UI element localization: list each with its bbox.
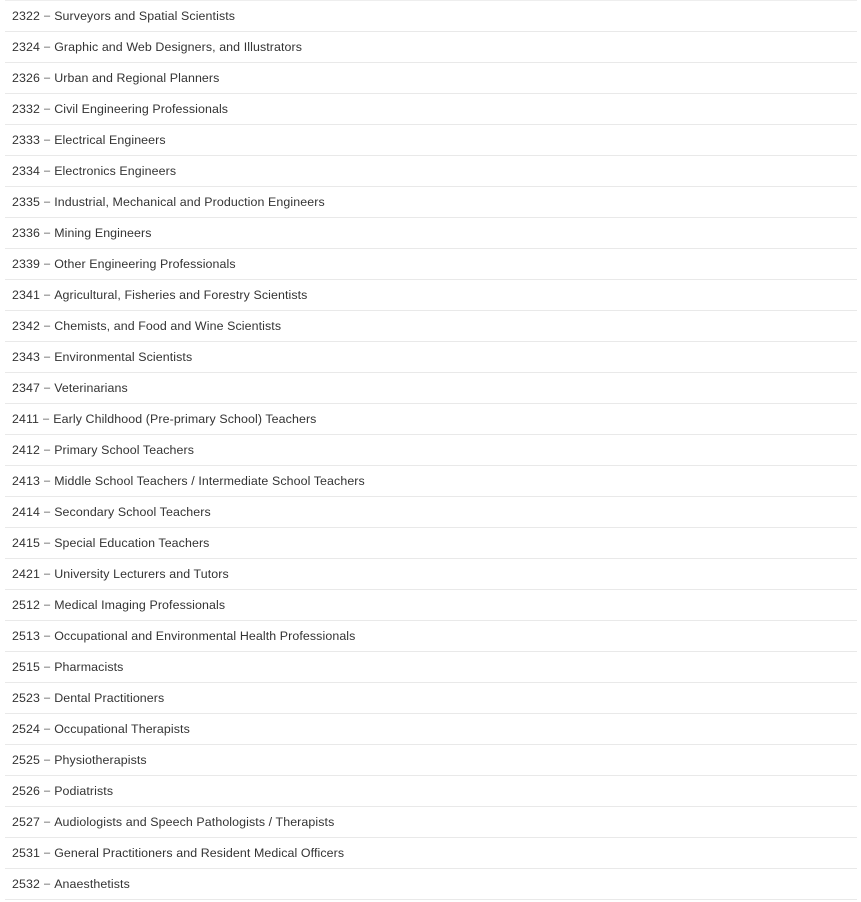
occupation-code: 2335 (12, 195, 40, 209)
occupation-code: 2341 (12, 288, 40, 302)
list-item (5, 528, 857, 559)
list-item (5, 311, 857, 342)
occupation-code: 2343 (12, 350, 40, 364)
code-separator: – (43, 10, 51, 22)
occupation-code: 2413 (12, 474, 40, 488)
code-separator: – (43, 599, 51, 611)
occupation-title: Audiologists and Speech Pathologists / Therapists (54, 815, 335, 829)
occupation-title: Urban and Regional Planners (54, 71, 220, 85)
occupation-title: Occupational Therapists (54, 722, 190, 736)
code-separator: – (43, 661, 51, 673)
code-separator: – (43, 475, 51, 487)
list-item (5, 590, 857, 621)
code-separator: – (43, 847, 51, 859)
occupation-code: 2414 (12, 505, 40, 519)
list-item (5, 466, 857, 497)
list-item (5, 280, 857, 311)
occupation-code: 2526 (12, 784, 40, 798)
list-item (5, 559, 857, 590)
code-separator: – (43, 568, 51, 580)
occupation-title: Civil Engineering Professionals (54, 102, 229, 116)
occupation-title: Secondary School Teachers (54, 505, 211, 519)
code-separator: – (43, 754, 51, 766)
occupation-code: 2512 (12, 598, 40, 612)
occupation-title: Chemists, and Food and Wine Scientists (54, 319, 282, 333)
occupation-code: 2525 (12, 753, 40, 767)
list-item (5, 497, 857, 528)
occupation-title: Physiotherapists (54, 753, 147, 767)
occupation-title: Veterinarians (54, 381, 128, 395)
code-separator: – (43, 41, 51, 53)
list-item (5, 435, 857, 466)
occupation-code: 2421 (12, 567, 40, 581)
code-separator: – (43, 630, 51, 642)
occupation-code: 2411 (12, 412, 40, 426)
code-separator: – (43, 413, 50, 425)
occupation-code: 2415 (12, 536, 40, 550)
occupation-title: Middle School Teachers / Intermediate School Teachers (54, 474, 365, 488)
occupation-code: 2333 (12, 133, 40, 147)
occupation-code: 2527 (12, 815, 40, 829)
list-item (5, 249, 857, 280)
code-separator: – (43, 692, 51, 704)
occupation-code: 2326 (12, 71, 40, 85)
occupation-code: 2531 (12, 846, 40, 860)
code-separator: – (43, 196, 51, 208)
list-item (5, 156, 857, 187)
occupation-code: 2532 (12, 877, 40, 891)
code-separator: – (43, 72, 51, 84)
code-separator: – (43, 320, 51, 332)
list-item (5, 683, 857, 714)
occupation-title: Early Childhood (Pre-primary School) Teachers (53, 412, 317, 426)
code-separator: – (43, 289, 51, 301)
occupation-title: University Lecturers and Tutors (54, 567, 229, 581)
occupation-title: Environmental Scientists (54, 350, 193, 364)
occupation-code: 2339 (12, 257, 40, 271)
occupation-code: 2347 (12, 381, 40, 395)
occupation-code: 2342 (12, 319, 40, 333)
code-separator: – (43, 537, 51, 549)
code-separator: – (43, 258, 51, 270)
occupation-code: 2524 (12, 722, 40, 736)
list-item (5, 187, 857, 218)
list-item (5, 0, 857, 32)
occupation-title: Mining Engineers (54, 226, 152, 240)
code-separator: – (43, 816, 51, 828)
code-separator: – (43, 785, 51, 797)
occupation-code: 2334 (12, 164, 40, 178)
occupation-title: Other Engineering Professionals (54, 257, 236, 271)
list-item (5, 404, 857, 435)
list-item (5, 776, 857, 807)
code-separator: – (43, 444, 51, 456)
occupation-code: 2336 (12, 226, 40, 240)
code-separator: – (43, 878, 51, 890)
list-item (5, 63, 857, 94)
occupation-title: General Practitioners and Resident Medical Officers (54, 846, 345, 860)
list-item (5, 869, 857, 900)
occupation-title: Industrial, Mechanical and Production Engineers (54, 195, 325, 209)
list-item (5, 714, 857, 745)
occupation-title: Occupational and Environmental Health Professionals (54, 629, 356, 643)
list-item (5, 838, 857, 869)
code-separator: – (43, 506, 51, 518)
occupation-title: Agricultural, Fisheries and Forestry Scientists (54, 288, 308, 302)
code-separator: – (43, 165, 51, 177)
occupation-title: Primary School Teachers (54, 443, 194, 457)
occupation-title: Electronics Engineers (54, 164, 177, 178)
occupation-code: 2515 (12, 660, 40, 674)
code-separator: – (43, 723, 51, 735)
list-item (5, 218, 857, 249)
list-item (5, 621, 857, 652)
code-separator: – (43, 103, 51, 115)
occupation-title: Electrical Engineers (54, 133, 166, 147)
occupation-title: Special Education Teachers (54, 536, 210, 550)
list-item (5, 652, 857, 683)
occupation-code: 2412 (12, 443, 40, 457)
code-separator: – (43, 134, 51, 146)
occupation-title: Graphic and Web Designers, and Illustrators (54, 40, 303, 54)
list-item (5, 745, 857, 776)
occupation-title: Dental Practitioners (54, 691, 165, 705)
list-item (5, 94, 857, 125)
list-item (5, 32, 857, 63)
list-item (5, 125, 857, 156)
occupation-title: Medical Imaging Professionals (54, 598, 226, 612)
occupation-code: 2324 (12, 40, 40, 54)
code-separator: – (43, 351, 51, 363)
code-separator: – (43, 382, 51, 394)
occupation-code: 2513 (12, 629, 40, 643)
occupation-title: Surveyors and Spatial Scientists (54, 9, 236, 23)
list-item (5, 342, 857, 373)
occupation-title: Podiatrists (54, 784, 114, 798)
occupation-code: 2322 (12, 9, 40, 23)
code-separator: – (43, 227, 51, 239)
occupation-code: 2523 (12, 691, 40, 705)
occupation-list (5, 0, 857, 900)
occupation-title: Anaesthetists (54, 877, 130, 891)
list-item (5, 373, 857, 404)
list-item (5, 807, 857, 838)
occupation-code: 2332 (12, 102, 40, 116)
occupation-title: Pharmacists (54, 660, 124, 674)
